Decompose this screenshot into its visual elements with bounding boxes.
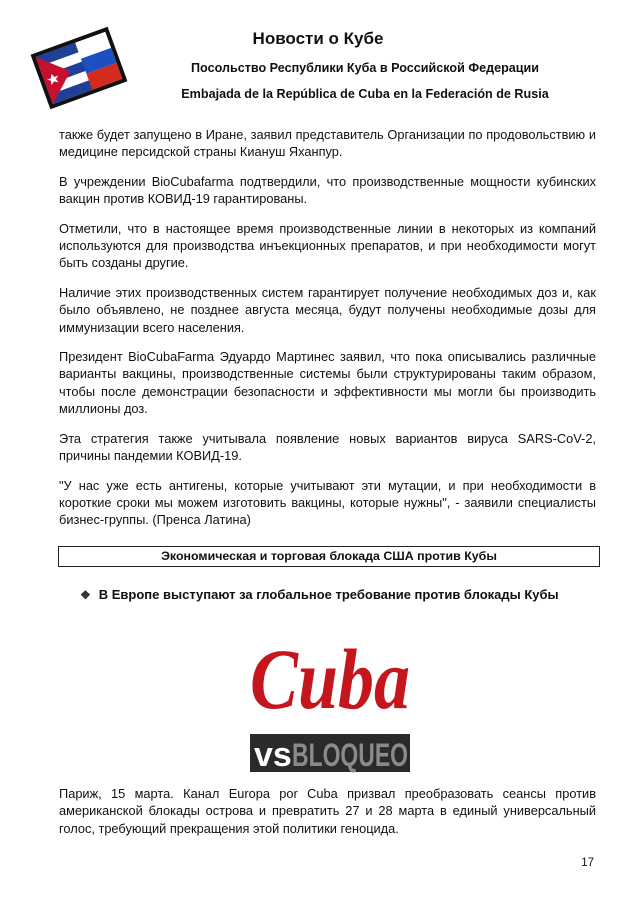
section-heading: Экономическая и торговая блокада США против Кубы bbox=[58, 546, 600, 567]
cuba-vs-bloqueo-graphic bbox=[246, 608, 414, 773]
diamond-bullet-icon: ❖ bbox=[80, 588, 91, 602]
subheading-text: В Европе выступают за глобальное требование против блокады Кубы bbox=[98, 587, 559, 602]
paragraph: В учреждении BioCubafarma подтвердили, что производственные мощности кубинских вакцин против КОВИД-19 гарантированы. bbox=[59, 173, 596, 207]
page-number: 17 bbox=[581, 857, 594, 869]
paragraph: Отметили, что в настоящее время производственные линии в некоторых из компаний используются для производства инъекционных препаратов, и при необходимости могут быть созданы другие. bbox=[59, 220, 596, 271]
page-title: Новости о Кубе bbox=[252, 29, 384, 48]
paragraph: Эта стратегия также учитывала появление новых вариантов вируса SARS-CoV-2, причины пандемии КОВИД-19. bbox=[59, 430, 596, 464]
paragraph: Наличие этих производственных систем гарантирует получение необходимых доз и, как было объявлено, не позднее августа месяца, будут получены необходимые дозы для иммунизации всего населения. bbox=[59, 284, 596, 335]
paragraph: также будет запущено в Иране, заявил представитель Организации по продовольствию и медицине персидской страны Киануш Яханпур. bbox=[59, 127, 596, 160]
paragraph: Париж, 15 марта. Канал Europa por Cuba призвал преобразовать сеансы против американской блокады острова и превратить 27 и 28 марта в единый универсальный голос, требующий прекращения этой политики геноцида. bbox=[59, 786, 596, 836]
embassy-name-ru: Посольство Республики Куба в Российской Федерации bbox=[191, 61, 539, 75]
paragraph: "У нас уже есть антигены, которые учитывают эти мутации, и при необходимости в короткие сроки мы можем изготовить вакцины, которые нужны", - заявили специалисты бизнес-группы. (Пренса Латина) bbox=[59, 477, 596, 528]
article-subheading bbox=[80, 587, 559, 602]
paragraph: Президент BioCubaFarma Эдуардо Мартинес заявил, что пока описывались различные варианты вакцины, производственные системы были структурированы таким образом, чтобы после демонстрации безопасности и эффективности мы могли бы производить миллионы доз. bbox=[59, 349, 596, 417]
graphic-vs-word: vs bbox=[254, 736, 292, 774]
graphic-bloqueo-word: BLOQUEO bbox=[292, 737, 408, 773]
article-body bbox=[59, 126, 596, 541]
graphic-cuba-word: Cuba bbox=[250, 631, 410, 727]
embassy-name-es: Embajada de la República de Cuba en la Federación de Rusia bbox=[181, 87, 549, 101]
